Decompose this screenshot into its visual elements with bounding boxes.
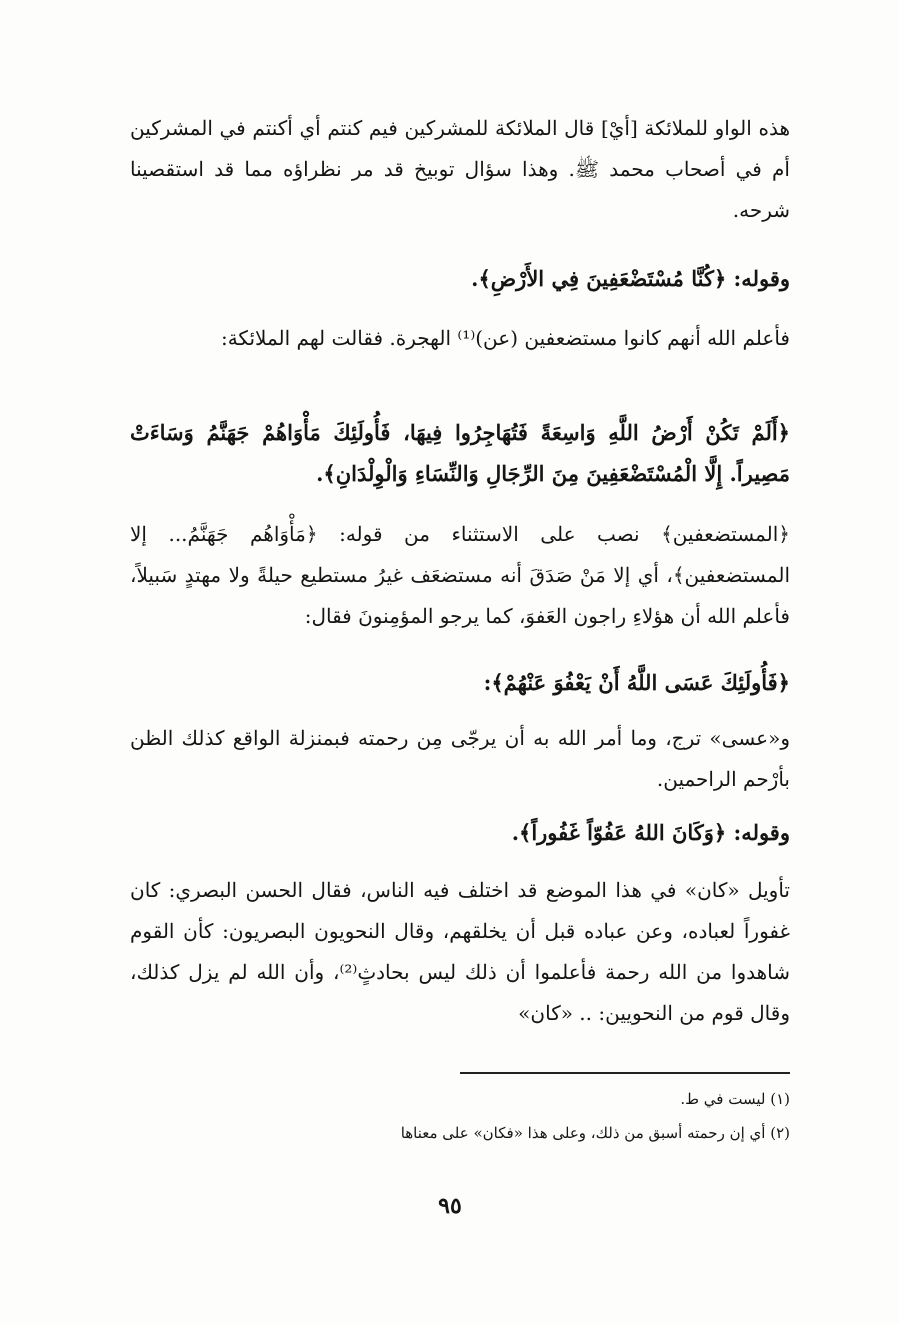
paragraph-asa-meaning: و«عسى» ترج، وما أمر الله به أن يرجّى مِن رحمته فبمنزلة الواقع كذلك الظن بأرْحم الراحمين. [130,726,790,791]
paragraph-angels-question: هذه الواو للملائكة [أيْ] قال الملائكة للمشركين فيم كنتم أي أكنتم في المشركين أم في أصحاب محمد ﷺ. وهذا سؤال توبيخ قد مر نظراؤه مما قد استقصينا شرحه. [130,116,790,222]
footnote-1: (١) ليست في ط. [680,1090,790,1108]
paragraph-verse-ard-wasia: ﴿أَلَمْ تَكُنْ أَرْضُ اللَّهِ وَاسِعَةً فَتُهَاجِرُوا فِيهَا، فَأُولَئِكَ مَأْوَاهُمْ جَهَنَّمُ وَسَاءَتْ مَصِيراً. إِلَّا الْمُسْتَضْعَفِينَ مِنَ الرِّجَالِ وَالنِّسَاءِ وَالْوِلْدَانِ﴾. [130,420,790,486]
paragraph-hijra: فأعلم الله أنهم كانوا مستضعفين (عن)⁽¹⁾ الهجرة. فقالت لهم الملائكة: [220,326,790,350]
paragraph-istithna: ﴿المستضعفين﴾ نصب على الاستثناء من قوله: ﴿مَأْوَاهُم جَهَنَّمُ... إلا المستضعفين﴾، أي إلا مَنْ صَدَقَ أنه مستضعَف غيرُ مستطيع حيلةً ولا مهتدٍ سَبيلاً، فأعلم الله أن هؤلاءِ راجون العَفوَ، كما يرجو المؤمِنونَ فقال: [130,522,790,628]
footnote-2: (٢) أي إن رحمته أسبق من ذلك، وعلى هذا «فكان» على معناها [400,1124,790,1142]
page-number: ٩٥ [438,1193,462,1219]
paragraph-verse-mustadafin: وقوله: ﴿كُنَّا مُسْتَضْعَفِينَ فِي الأَرْضِ﴾. [471,266,790,291]
footnote-divider [460,1072,790,1074]
paragraph-verse-asa: ﴿فَأُولَئِكَ عَسَى اللَّهُ أَنْ يَعْفُوَ عَنْهُمْ﴾: [483,670,790,695]
paragraph-kana-tawil: تأويل «كان» في هذا الموضع قد اختلف فيه الناس، فقال الحسن البصري: كان غفوراً لعباده، وعن عباده قبل أن يخلقهم، وقال النحويون البصريون: كأن القوم شاهدوا من الله رحمة فأعلموا أن ذلك ليس بحادثٍ⁽²⁾، وأن الله لم يزل كذلك، وقال قوم من النحويين: .. «كان» [130,878,790,1025]
paragraph-verse-afuwwan: وقوله: ﴿وَكَانَ اللهُ عَفُوّاً غَفُوراً﴾. [511,820,790,845]
